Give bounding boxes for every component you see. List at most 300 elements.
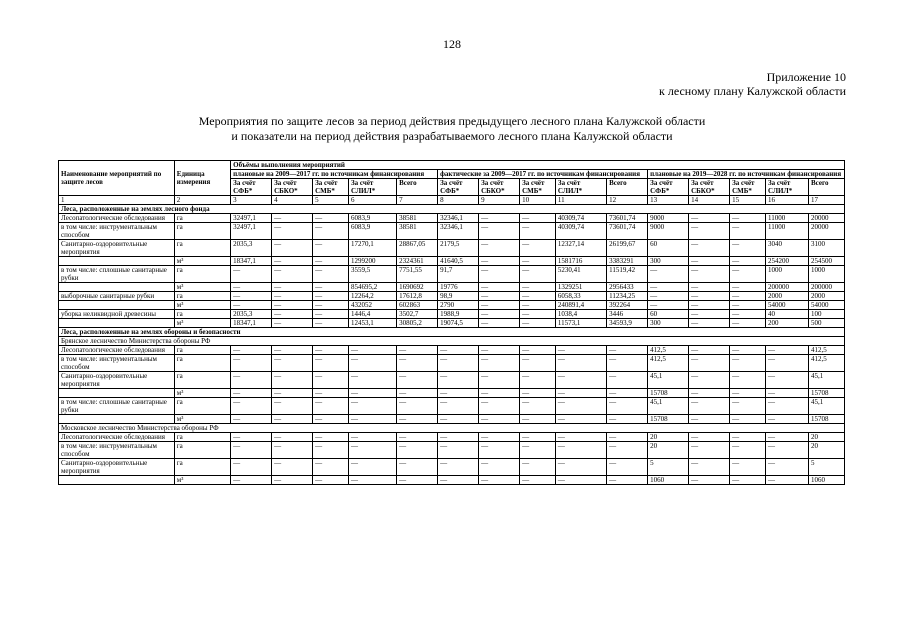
measure-name: уборка неликвидной древесины	[59, 310, 175, 319]
header-column-numbers-row	[59, 196, 845, 205]
value-cell: —	[313, 292, 349, 301]
value-cell: —	[272, 415, 313, 424]
table-row	[59, 214, 845, 223]
value-cell: —	[520, 266, 556, 283]
measure-unit: м³	[174, 283, 230, 292]
value-cell: 2000	[808, 292, 844, 301]
header-subcolumn: Всего	[808, 179, 844, 196]
measure-name: в том числе: сплошные санитарные рубки	[59, 266, 175, 283]
subsection-header-row	[59, 337, 845, 346]
value-cell: —	[607, 476, 648, 485]
measure-name	[59, 415, 175, 424]
value-cell: —	[765, 442, 808, 459]
value-cell: —	[689, 459, 730, 476]
value-cell: —	[397, 398, 438, 415]
header-group-planned: плановые на 2009—2017 гг. по источникам финансирования	[231, 170, 438, 179]
value-cell: —	[765, 433, 808, 442]
header-subcolumn: За счёт СЛИЛ*	[348, 179, 396, 196]
value-cell: 200000	[765, 283, 808, 292]
column-number: 1	[59, 196, 175, 205]
value-cell: 3040	[765, 240, 808, 257]
measure-name: Санитарно-оздоровительные мероприятия	[59, 240, 175, 257]
value-cell: —	[348, 476, 396, 485]
document-title	[0, 114, 904, 144]
value-cell: —	[689, 346, 730, 355]
value-cell: —	[397, 389, 438, 398]
value-cell: —	[231, 442, 272, 459]
value-cell: —	[730, 355, 766, 372]
value-cell: —	[765, 476, 808, 485]
value-cell: —	[479, 223, 520, 240]
column-number: 5	[313, 196, 349, 205]
value-cell: 45,1	[648, 372, 689, 389]
value-cell: —	[607, 442, 648, 459]
value-cell: 11234,25	[607, 292, 648, 301]
value-cell: —	[272, 240, 313, 257]
value-cell: 1038,4	[555, 310, 606, 319]
value-cell: —	[520, 476, 556, 485]
value-cell: —	[689, 214, 730, 223]
table-row	[59, 346, 845, 355]
value-cell: 3559,5	[348, 266, 396, 283]
value-cell: —	[555, 459, 606, 476]
column-number: 8	[438, 196, 479, 205]
value-cell: 20	[648, 442, 689, 459]
value-cell: 98,9	[438, 292, 479, 301]
column-number: 17	[808, 196, 844, 205]
value-cell: —	[272, 355, 313, 372]
value-cell: 11000	[765, 223, 808, 240]
table-row	[59, 292, 845, 301]
column-number: 4	[272, 196, 313, 205]
table-row	[59, 389, 845, 398]
value-cell: —	[648, 266, 689, 283]
value-cell: —	[397, 346, 438, 355]
measure-name: Лесопатологические обследования	[59, 346, 175, 355]
value-cell: —	[231, 398, 272, 415]
value-cell: —	[231, 346, 272, 355]
value-cell: 1581716	[555, 257, 606, 266]
value-cell: 91,7	[438, 266, 479, 283]
value-cell: —	[313, 283, 349, 292]
value-cell: 3383291	[607, 257, 648, 266]
header-subcolumn: За счёт СФБ*	[231, 179, 272, 196]
value-cell: 6083,9	[348, 223, 396, 240]
value-cell: —	[348, 372, 396, 389]
measure-name: Санитарно-оздоровительные мероприятия	[59, 459, 175, 476]
value-cell: —	[313, 459, 349, 476]
value-cell: —	[648, 283, 689, 292]
header-subcolumn: За счёт СБКО*	[479, 179, 520, 196]
value-cell: —	[231, 283, 272, 292]
value-cell: —	[479, 442, 520, 459]
section-header-row	[59, 205, 845, 214]
value-cell: —	[348, 389, 396, 398]
value-cell: —	[479, 459, 520, 476]
value-cell: —	[730, 346, 766, 355]
value-cell: 60	[648, 310, 689, 319]
column-number: 13	[648, 196, 689, 205]
value-cell: 240891,4	[555, 301, 606, 310]
value-cell: —	[438, 442, 479, 459]
value-cell: —	[438, 415, 479, 424]
value-cell: 412,5	[648, 346, 689, 355]
value-cell: 11000	[765, 214, 808, 223]
value-cell: —	[555, 398, 606, 415]
value-cell: —	[520, 319, 556, 328]
value-cell: —	[607, 415, 648, 424]
value-cell: —	[231, 372, 272, 389]
value-cell: —	[479, 283, 520, 292]
value-cell: —	[438, 346, 479, 355]
value-cell: 7751,55	[397, 266, 438, 283]
value-cell: 12264,2	[348, 292, 396, 301]
measure-unit: м³	[174, 319, 230, 328]
value-cell: —	[520, 214, 556, 223]
value-cell: —	[689, 292, 730, 301]
value-cell: —	[689, 240, 730, 257]
value-cell: 300	[648, 257, 689, 266]
value-cell: —	[272, 283, 313, 292]
value-cell: —	[313, 476, 349, 485]
value-cell: —	[438, 398, 479, 415]
value-cell: —	[438, 433, 479, 442]
value-cell: 45,1	[808, 372, 844, 389]
value-cell: 18347,1	[231, 257, 272, 266]
value-cell: —	[689, 442, 730, 459]
value-cell: —	[520, 355, 556, 372]
value-cell: —	[520, 346, 556, 355]
value-cell: 2179,5	[438, 240, 479, 257]
value-cell: —	[272, 459, 313, 476]
table-row	[59, 442, 845, 459]
value-cell: —	[689, 433, 730, 442]
value-cell: 200000	[808, 283, 844, 292]
measure-unit: га	[174, 442, 230, 459]
table-row	[59, 415, 845, 424]
column-number: 7	[397, 196, 438, 205]
value-cell: —	[520, 283, 556, 292]
value-cell: 2035,3	[231, 240, 272, 257]
table-row	[59, 355, 845, 372]
title-line-1: Мероприятия по защите лесов за период действия предыдущего лесного плана Калужской области	[198, 114, 706, 128]
column-number: 6	[348, 196, 396, 205]
header-subcolumn: За счёт СМБ*	[313, 179, 349, 196]
value-cell: 500	[808, 319, 844, 328]
appendix-line-1: Приложение 10	[766, 70, 846, 84]
subsection-header-row	[59, 424, 845, 433]
value-cell: —	[272, 223, 313, 240]
value-cell: —	[231, 266, 272, 283]
table-row	[59, 433, 845, 442]
value-cell: —	[607, 398, 648, 415]
value-cell: —	[689, 310, 730, 319]
value-cell: 1000	[765, 266, 808, 283]
value-cell: —	[765, 355, 808, 372]
value-cell: —	[313, 266, 349, 283]
value-cell: —	[479, 214, 520, 223]
value-cell: —	[607, 459, 648, 476]
value-cell: 432052	[348, 301, 396, 310]
page-number: 128	[443, 37, 461, 51]
value-cell: —	[730, 310, 766, 319]
value-cell: 28867,05	[397, 240, 438, 257]
table-body	[59, 205, 845, 485]
value-cell: 5	[808, 459, 844, 476]
value-cell: 412,5	[648, 355, 689, 372]
value-cell: —	[348, 442, 396, 459]
value-cell: —	[730, 214, 766, 223]
header-group-actual: фактические за 2009—2017 гг. по источникам финансирования	[438, 170, 648, 179]
measure-unit: га	[174, 223, 230, 240]
value-cell: 34593,9	[607, 319, 648, 328]
value-cell: —	[479, 266, 520, 283]
value-cell: —	[765, 372, 808, 389]
measure-unit: га	[174, 240, 230, 257]
value-cell: —	[272, 257, 313, 266]
value-cell: 38581	[397, 214, 438, 223]
value-cell: —	[520, 398, 556, 415]
value-cell: —	[348, 459, 396, 476]
value-cell: —	[313, 398, 349, 415]
table-row	[59, 240, 845, 257]
value-cell: —	[730, 301, 766, 310]
value-cell: —	[348, 415, 396, 424]
measure-unit: га	[174, 266, 230, 283]
value-cell: —	[730, 240, 766, 257]
value-cell: —	[313, 442, 349, 459]
value-cell: 2324361	[397, 257, 438, 266]
value-cell: —	[438, 459, 479, 476]
value-cell: —	[397, 442, 438, 459]
section-title: Леса, расположенные на землях обороны и безопасности	[59, 328, 845, 337]
value-cell: 54000	[765, 301, 808, 310]
value-cell: —	[348, 355, 396, 372]
header-subcolumn: За счёт СФБ*	[648, 179, 689, 196]
value-cell: —	[313, 355, 349, 372]
value-cell: —	[607, 389, 648, 398]
measure-name: в том числе: инструментальным способом	[59, 223, 175, 240]
value-cell: —	[397, 372, 438, 389]
header-subcolumn: За счёт СФБ*	[438, 179, 479, 196]
header-unit: Единица измерения	[174, 161, 230, 196]
header-subcolumn: За счёт СЛИЛ*	[555, 179, 606, 196]
value-cell: —	[231, 433, 272, 442]
value-cell: —	[272, 433, 313, 442]
value-cell: —	[648, 292, 689, 301]
value-cell: —	[689, 398, 730, 415]
value-cell: 2790	[438, 301, 479, 310]
measure-unit: га	[174, 372, 230, 389]
title-line-2: и показатели на период действия разрабатываемого лесного плана Калужской области	[231, 129, 673, 143]
table-row	[59, 319, 845, 328]
value-cell: —	[607, 433, 648, 442]
value-cell: 32497,1	[231, 214, 272, 223]
measure-name: в том числе: инструментальным способом	[59, 442, 175, 459]
header-subcolumn: Всего	[397, 179, 438, 196]
value-cell: —	[689, 319, 730, 328]
value-cell: —	[730, 398, 766, 415]
value-cell: 5	[648, 459, 689, 476]
measure-name: Лесопатологические обследования	[59, 214, 175, 223]
value-cell: 15708	[648, 415, 689, 424]
header-subcolumn: За счёт СБКО*	[689, 179, 730, 196]
value-cell: —	[231, 415, 272, 424]
value-cell: 6058,33	[555, 292, 606, 301]
measure-unit: га	[174, 346, 230, 355]
value-cell: —	[348, 346, 396, 355]
column-number: 9	[479, 196, 520, 205]
header-volumes: Объёмы выполнения мероприятий	[231, 161, 845, 170]
value-cell: —	[520, 301, 556, 310]
column-number: 15	[730, 196, 766, 205]
value-cell: 12453,1	[348, 319, 396, 328]
value-cell: —	[520, 459, 556, 476]
value-cell: —	[520, 223, 556, 240]
header-name: Наименование мероприятий по защите лесов	[59, 161, 175, 196]
value-cell: 15708	[808, 415, 844, 424]
table-row	[59, 257, 845, 266]
value-cell: —	[689, 223, 730, 240]
value-cell: 254200	[765, 257, 808, 266]
value-cell: 15708	[808, 389, 844, 398]
value-cell: —	[479, 257, 520, 266]
value-cell: —	[272, 214, 313, 223]
measure-unit: м³	[174, 301, 230, 310]
value-cell: —	[730, 389, 766, 398]
value-cell: —	[689, 476, 730, 485]
value-cell: —	[607, 372, 648, 389]
value-cell: —	[313, 372, 349, 389]
value-cell: 30805,2	[397, 319, 438, 328]
measure-unit: га	[174, 310, 230, 319]
measure-unit: га	[174, 292, 230, 301]
value-cell: —	[272, 476, 313, 485]
measure-name	[59, 389, 175, 398]
table-row	[59, 266, 845, 283]
column-number: 16	[765, 196, 808, 205]
value-cell: 2035,3	[231, 310, 272, 319]
value-cell: —	[313, 415, 349, 424]
value-cell: 9000	[648, 223, 689, 240]
value-cell: —	[313, 214, 349, 223]
value-cell: —	[607, 346, 648, 355]
value-cell: 12327,14	[555, 240, 606, 257]
value-cell: —	[555, 372, 606, 389]
value-cell: —	[272, 319, 313, 328]
value-cell: —	[479, 476, 520, 485]
value-cell: 1988,9	[438, 310, 479, 319]
column-number: 12	[607, 196, 648, 205]
value-cell: —	[730, 442, 766, 459]
value-cell: —	[313, 346, 349, 355]
header-subcolumn: За счёт СБКО*	[272, 179, 313, 196]
value-cell: —	[730, 459, 766, 476]
appendix-line-2: к лесному плану Калужской области	[659, 84, 846, 98]
value-cell: 20	[808, 433, 844, 442]
value-cell: 602863	[397, 301, 438, 310]
header-group-future: плановые на 2019—2028 гг. по источникам финансирования	[648, 170, 845, 179]
value-cell: —	[765, 415, 808, 424]
value-cell: 20000	[808, 214, 844, 223]
measure-unit: м³	[174, 389, 230, 398]
value-cell: 3100	[808, 240, 844, 257]
header-subcolumn: Всего	[607, 179, 648, 196]
value-cell: —	[689, 415, 730, 424]
value-cell: —	[730, 283, 766, 292]
value-cell: —	[397, 476, 438, 485]
value-cell: 17612,8	[397, 292, 438, 301]
value-cell: 854695,2	[348, 283, 396, 292]
value-cell: —	[730, 372, 766, 389]
value-cell: 1690692	[397, 283, 438, 292]
measure-unit: га	[174, 214, 230, 223]
value-cell: —	[479, 319, 520, 328]
value-cell: —	[520, 433, 556, 442]
value-cell: —	[231, 301, 272, 310]
value-cell: —	[520, 372, 556, 389]
value-cell: —	[397, 459, 438, 476]
measure-unit: га	[174, 433, 230, 442]
value-cell: —	[730, 223, 766, 240]
value-cell: —	[479, 433, 520, 442]
value-cell: —	[272, 442, 313, 459]
value-cell: —	[231, 459, 272, 476]
value-cell: 26199,67	[607, 240, 648, 257]
table-row	[59, 301, 845, 310]
value-cell: —	[730, 266, 766, 283]
value-cell: —	[730, 257, 766, 266]
table-row	[59, 223, 845, 240]
value-cell: —	[479, 355, 520, 372]
header-subcolumn: За счёт СЛИЛ*	[765, 179, 808, 196]
value-cell: 32346,1	[438, 223, 479, 240]
value-cell: —	[730, 415, 766, 424]
measure-name: выборочные санитарные рубки	[59, 292, 175, 301]
value-cell: 11573,1	[555, 319, 606, 328]
column-number: 10	[520, 196, 556, 205]
value-cell: —	[313, 223, 349, 240]
column-number: 2	[174, 196, 230, 205]
value-cell: 3502,7	[397, 310, 438, 319]
measure-unit: га	[174, 398, 230, 415]
value-cell: —	[765, 459, 808, 476]
subsection-title: Брянское лесничество Министерства обороны РФ	[59, 337, 845, 346]
value-cell: —	[397, 415, 438, 424]
value-cell: 300	[648, 319, 689, 328]
value-cell: —	[479, 240, 520, 257]
value-cell: 254500	[808, 257, 844, 266]
value-cell: —	[765, 389, 808, 398]
value-cell: —	[479, 372, 520, 389]
value-cell: 40309,74	[555, 214, 606, 223]
value-cell: —	[520, 442, 556, 459]
value-cell: —	[231, 355, 272, 372]
value-cell: —	[689, 389, 730, 398]
measure-unit: га	[174, 355, 230, 372]
value-cell: —	[555, 442, 606, 459]
value-cell: —	[555, 415, 606, 424]
column-number: 14	[689, 196, 730, 205]
table-row	[59, 372, 845, 389]
value-cell: 54000	[808, 301, 844, 310]
header-subcolumn: За счёт СМБ*	[730, 179, 766, 196]
value-cell: —	[231, 389, 272, 398]
value-cell: —	[438, 355, 479, 372]
value-cell: 19074,5	[438, 319, 479, 328]
value-cell: 32497,1	[231, 223, 272, 240]
value-cell: —	[479, 310, 520, 319]
